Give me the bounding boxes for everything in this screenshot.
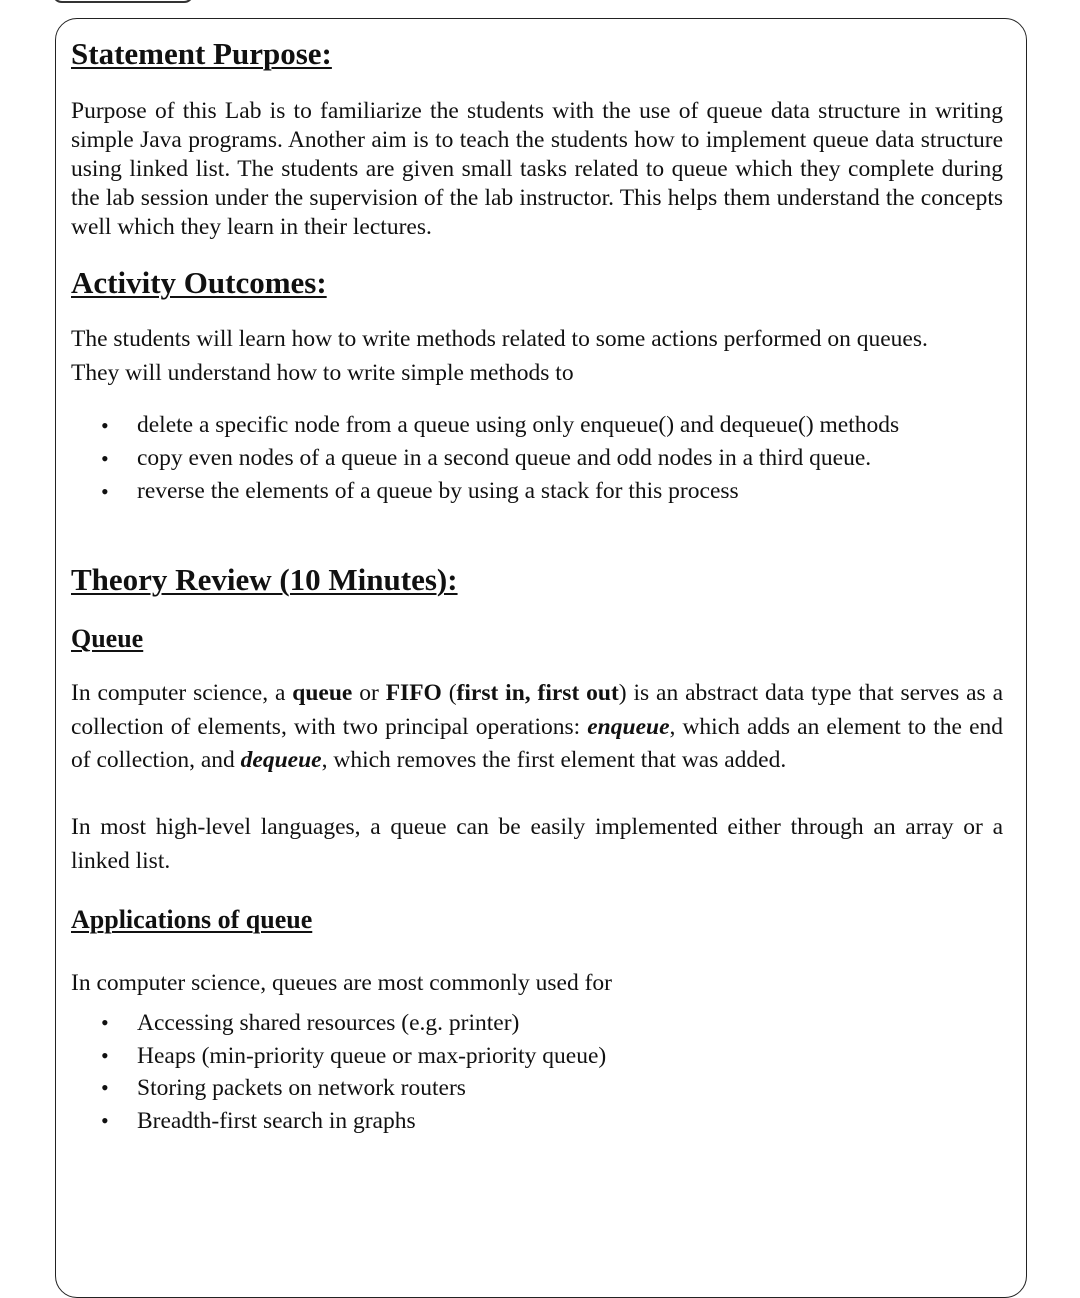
term-dequeue: dequeue xyxy=(240,747,322,773)
bullet-icon: • xyxy=(101,1010,109,1035)
bullet-icon: • xyxy=(101,479,109,504)
applications-intro: In computer science, queues are most commonly used for xyxy=(71,970,612,996)
queue-definition: In computer science, a queue or FIFO (first in, first out) is an abstract data type that serves as a collection of elements, with two principal operations: enqueue, which adds an element to the end of collection, and dequeue, which removes the first element that was added. xyxy=(71,680,1003,773)
activity-outcomes-list xyxy=(71,409,1003,508)
statement-purpose-text: Purpose of this Lab is to familiarize the students with the use of queue data structure in writing simple Java programs. Another aim is to teach the students how to implement queue data structure using linked list. The students are given small tasks related to queue which they complete during the lab session under the supervision of the lab instructor. This helps them understand the concepts well which they learn in their lectures. xyxy=(71,98,1003,240)
list-item: • Storing packets on network routers xyxy=(71,1072,1003,1105)
term-fifo-full: first in, first out xyxy=(456,680,619,706)
list-item: • delete a specific node from a queue using only enqueue() and dequeue() methods xyxy=(71,409,1003,442)
list-item: • Breadth-first search in graphs xyxy=(71,1105,1003,1138)
bullet-icon: • xyxy=(101,1042,109,1068)
list-item: • Accessing shared resources (e.g. printer) xyxy=(71,1007,1003,1040)
activity-outcomes-heading: Activity Outcomes: xyxy=(71,265,327,300)
previous-section-box xyxy=(52,0,194,3)
statement-purpose-heading: Statement Purpose: xyxy=(71,36,332,71)
activity-outcomes-intro: The students will learn how to write methods related to some actions performed on queues. They will understand how to write simple methods to xyxy=(71,326,928,386)
bullet-icon: • xyxy=(101,413,109,438)
theory-review-heading: Theory Review (10 Minutes): xyxy=(71,562,458,597)
list-item: • Heaps (min-priority queue or max-priority queue) xyxy=(71,1040,1003,1073)
term-queue: queue xyxy=(292,680,353,706)
bullet-icon: • xyxy=(101,446,109,471)
applications-heading: Applications of queue xyxy=(71,905,313,934)
term-fifo: FIFO xyxy=(385,680,442,706)
bullet-icon: • xyxy=(101,1107,109,1133)
list-item: • reverse the elements of a queue by using a stack for this process xyxy=(71,475,1003,508)
queue-implementation-text: In most high-level languages, a queue can be easily implemented either through an array or a linked list. xyxy=(71,814,1003,874)
list-item: • copy even nodes of a queue in a second queue and odd nodes in a third queue. xyxy=(71,442,1003,475)
applications-list xyxy=(71,1007,1003,1137)
term-enqueue: enqueue xyxy=(587,713,670,740)
queue-heading: Queue xyxy=(71,624,144,653)
bullet-icon: • xyxy=(101,1075,109,1100)
